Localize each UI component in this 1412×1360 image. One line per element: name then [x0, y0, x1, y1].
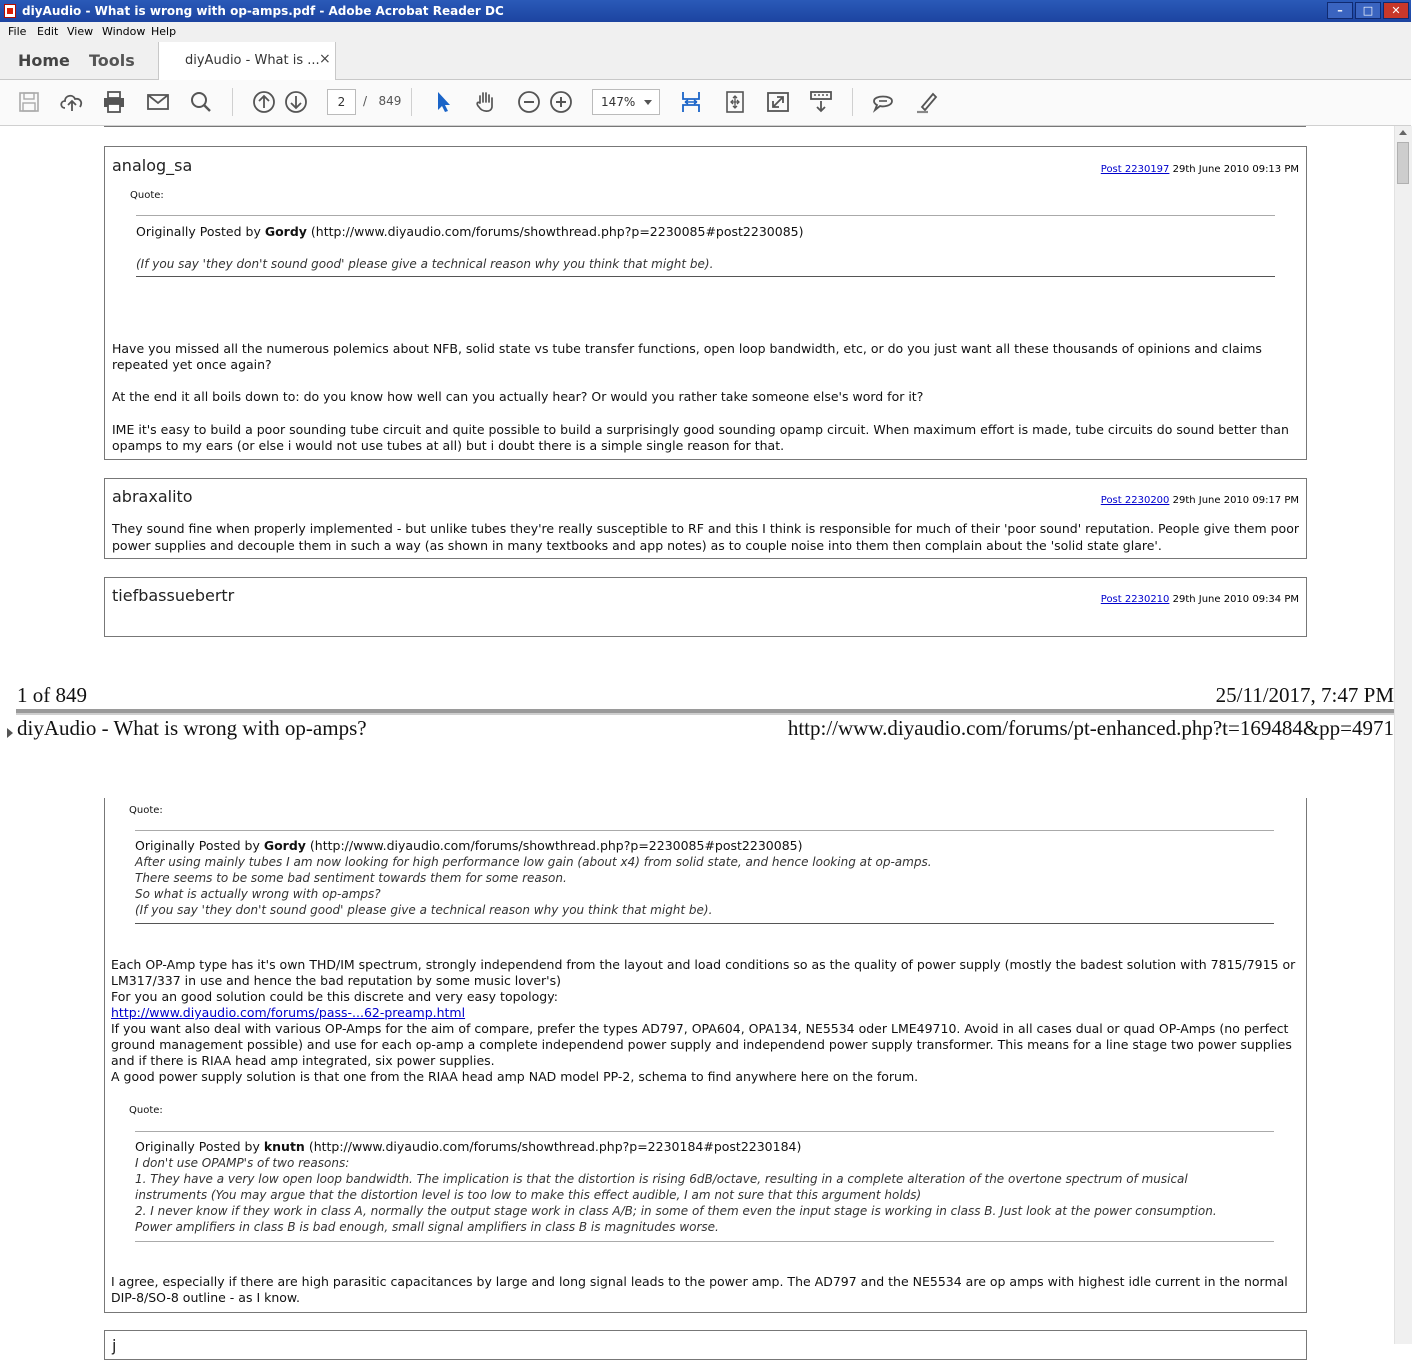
quote-text: After using mainly tubes I am now looking for high performance low gain (about x4) from solid state, and hence looking at op-amps.: [135, 855, 932, 869]
scroll-up-icon[interactable]: [1399, 130, 1407, 135]
quote-text: (If you say 'they don't sound good' please give a technical reason why you think that might be).: [135, 903, 713, 917]
fit-width-icon[interactable]: [678, 89, 704, 115]
tab-document[interactable]: [158, 42, 336, 80]
post-body-line: A good power supply solution is that one from the RIAA head amp NAD model PP-2, schema to find anywhere here on the forum.: [111, 1069, 919, 1084]
pdf-page-1: [0, 126, 1394, 628]
quote-attribution: Originally Posted by knutn (http://www.diyaudio.com/forums/showthread.php?p=2230184#post2230184): [135, 1139, 802, 1154]
post-meta: Post 2230197 29th June 2010 09:13 PM: [1100, 164, 1299, 175]
page-header-title: diyAudio - What is wrong with op-amps?: [17, 716, 367, 740]
post-author: analog_sa: [112, 156, 193, 175]
post-link[interactable]: Post 2230200: [1100, 495, 1170, 506]
post-body-line: Have you missed all the numerous polemics about NFB, solid state vs tube transfer functions, open loop bandwidth, etc, or do you just want all these thousands of opinions and claims: [112, 341, 1262, 356]
menu-window[interactable]: Window: [102, 25, 146, 38]
post-body-line: opamps to my ears (or else i would not use tubes at all) but i doubt there is a simple single reason for that.: [112, 438, 785, 453]
page-footer-count: 1 of 849: [17, 683, 87, 707]
forum-post: [104, 478, 1307, 559]
page-count: / 849: [363, 94, 402, 108]
save-icon[interactable]: [16, 89, 42, 115]
post-body-line: At the end it all boils down to: do you know how well can you actually hear? Or would you rather take someone else's word for it?: [112, 389, 924, 404]
scrollbar-thumb[interactable]: [1397, 142, 1409, 184]
window-title: diyAudio - What is wrong with op-amps.pdf - Adobe Acrobat Reader DC: [22, 4, 504, 18]
tab-tools[interactable]: Tools: [89, 51, 135, 70]
tab-bar: [0, 42, 1411, 80]
post-body-line: ground management possible) and use for each op-amp a complete independend power supply and independend power supply transformer. This means for a line stage two power supplies: [111, 1037, 1292, 1052]
forum-post: [104, 577, 1307, 637]
zoom-out-icon[interactable]: [516, 89, 542, 115]
quote-text: Power amplifiers in class B is bad enough, small signal amplifiers in class B is magnitudes worse.: [135, 1220, 719, 1234]
previous-page-icon[interactable]: [251, 89, 277, 115]
quote-text: 1. They have a very low open loop bandwidth. The implication is that the distortion is rising 6dB/octave, resulting in a complete alteration of the overtone spectrum of musical: [135, 1172, 1188, 1186]
post-link[interactable]: Post 2230197: [1100, 164, 1170, 175]
close-window-button[interactable]: ✕: [1383, 2, 1409, 19]
menu-help[interactable]: Help: [151, 25, 177, 38]
page-footer-timestamp: 25/11/2017, 7:47 PM: [1215, 683, 1394, 707]
select-pointer-icon[interactable]: [430, 89, 456, 115]
quote-label: Quote:: [130, 190, 164, 201]
pdf-app-icon: [4, 4, 16, 18]
forum-post: [104, 146, 1307, 460]
post-body-line: I agree, especially if there are high parasitic capacitances by large and long signal leads to the power amp. The AD797 and the NE5534 are op amps with highest idle current in the normal: [111, 1274, 1288, 1289]
post-body-line: repeated yet once again?: [112, 357, 272, 372]
post-body-line: and if there is RIAA head amp integrated, six power supplies.: [111, 1053, 495, 1068]
minimize-button[interactable]: –: [1327, 2, 1353, 19]
quote-text: instruments (You may argue that the distortion level is too low to make this effect audible, I am not sure that this argument holds): [135, 1188, 922, 1202]
post-link[interactable]: Post 2230210: [1100, 594, 1170, 605]
forum-post: [104, 1330, 1307, 1360]
chevron-down-icon: [644, 100, 652, 105]
zoom-level-select[interactable]: 147%: [592, 89, 660, 115]
topology-link[interactable]: http://www.diyaudio.com/forums/pass-...62-preamp.html: [111, 1005, 466, 1020]
cloud-upload-icon[interactable]: [59, 89, 85, 115]
quote-attribution: Originally Posted by Gordy (http://www.diyaudio.com/forums/showthread.php?p=2230085#post2230085): [135, 838, 803, 853]
quote-label: Quote:: [129, 1105, 163, 1116]
post-body-line: If you want also deal with various OP-Amps for the aim of compare, prefer the types AD797, OPA604, OPA134, NE5534 oder LME49710. Avoid in all cases dual or quad OP-Amps (no perfect: [111, 1021, 1289, 1036]
quote-attribution: Originally Posted by Gordy (http://www.diyaudio.com/forums/showthread.php?p=2230085#post2230085): [136, 224, 804, 239]
post-body-line: They sound fine when properly implemented - but unlike tubes they're really susceptible to RF and this I think is responsible for much of their 'poor sound' reputation. People give them poor: [112, 521, 1299, 536]
quote-text: There seems to be some bad sentiment towards them for some reason.: [135, 871, 567, 885]
page-header-url: http://www.diyaudio.com/forums/pt-enhanced.php?t=169484&pp=4971: [787, 716, 1394, 740]
tab-document-label: diyAudio - What is ...: [185, 53, 320, 68]
quote-text: (If you say 'they don't sound good' please give a technical reason why you think that might be).: [136, 257, 714, 271]
post-author: tiefbassuebertr: [112, 586, 235, 605]
menu-file[interactable]: File: [8, 25, 27, 38]
comment-icon[interactable]: [870, 89, 896, 115]
vertical-scrollbar[interactable]: [1394, 126, 1412, 1344]
post-meta: Post 2230210 29th June 2010 09:34 PM: [1100, 594, 1299, 605]
toolbar: [0, 80, 1411, 126]
tab-home[interactable]: Home: [18, 51, 70, 70]
scroll-mode-icon[interactable]: [808, 89, 834, 115]
post-author: abraxalito: [112, 487, 193, 506]
post-body-line: power supplies and decouple them in such a way (as shown in many textbooks and app notes) as to couple noise into them then complain about the 'solid state glare'.: [112, 538, 1162, 553]
post-author: j: [112, 1336, 117, 1355]
maximize-button[interactable]: □: [1355, 2, 1381, 19]
quote-text: 2. I never know if they work in class A, normally the output stage work in class A/B; in some of them even the input stage is working in class B. Just look at the power consumption.: [135, 1204, 1217, 1218]
post-body-line: DIP-8/SO-8 outline - as I know.: [111, 1290, 300, 1305]
post-body-line: Each OP-Amp type has it's own THD/IM spectrum, strongly independend from the layout and load conditions so as the quality of power supply (mostly the badest solution with 7815/7915 or: [111, 957, 1296, 972]
zoom-in-icon[interactable]: [548, 89, 574, 115]
menu-bar: [0, 22, 1411, 43]
search-icon[interactable]: [188, 89, 214, 115]
quote-text: I don't use OPAMP's of two reasons:: [135, 1156, 350, 1170]
fit-page-icon[interactable]: [722, 89, 748, 115]
menu-view[interactable]: View: [67, 25, 94, 38]
pdf-page-2: [0, 798, 1394, 1355]
highlight-pen-icon[interactable]: [914, 89, 940, 115]
expand-arrow-icon[interactable]: [7, 728, 13, 738]
post-meta: Post 2230200 29th June 2010 09:17 PM: [1100, 495, 1299, 506]
quote-text: So what is actually wrong with op-amps?: [135, 887, 381, 901]
hand-icon[interactable]: [473, 89, 499, 115]
tab-close-icon[interactable]: ×: [319, 51, 331, 67]
post-body-line: LM317/337 in use and hence the bad reputation by some music lover's): [111, 973, 561, 988]
page-number-input[interactable]: 2: [327, 89, 356, 115]
next-page-icon[interactable]: [283, 89, 309, 115]
full-screen-icon[interactable]: [765, 89, 791, 115]
print-icon[interactable]: [101, 89, 127, 115]
title-bar: [0, 0, 1411, 22]
email-icon[interactable]: [145, 89, 171, 115]
post-body-line: For you an good solution could be this discrete and very easy topology:: [111, 989, 558, 1004]
quote-label: Quote:: [129, 805, 163, 816]
menu-edit[interactable]: Edit: [37, 25, 59, 38]
post-body-line: IME it's easy to build a poor sounding tube circuit and quite possible to build a surprisingly good sounding opamp circuit. When maximum effort is made, tube circuits do sound better than: [112, 422, 1289, 437]
